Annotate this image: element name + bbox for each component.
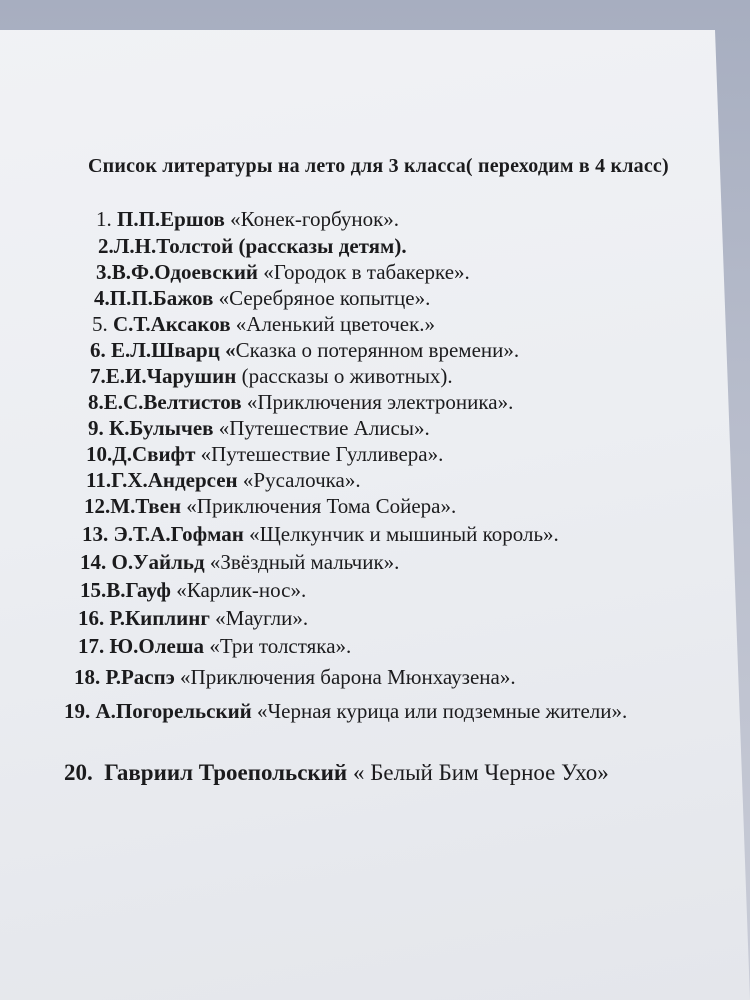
list-item xyxy=(88,415,430,441)
list-item xyxy=(86,441,443,467)
item-number: 7. xyxy=(90,364,106,388)
item-work: «Аленький цветочек.» xyxy=(235,312,436,336)
item-work: «Щелкунчик и мышиный король». xyxy=(249,522,559,546)
item-work: Сказка о потерянном времени». xyxy=(235,338,520,362)
list-item xyxy=(88,389,513,415)
list-item xyxy=(92,311,435,337)
item-author: Ю.Олеша xyxy=(109,634,205,658)
item-number: 16. xyxy=(78,606,105,630)
list-item xyxy=(74,664,516,690)
list-item xyxy=(96,259,470,285)
list-item xyxy=(78,633,351,659)
list-item xyxy=(64,696,654,726)
list-item xyxy=(84,493,456,519)
item-author: К.Булычев xyxy=(109,416,214,440)
item-number: 5. xyxy=(92,312,108,336)
item-author: М.Твен xyxy=(110,494,182,518)
item-author: Л.Н.Толстой (рассказы детям). xyxy=(113,234,407,258)
item-number: 1. xyxy=(96,207,112,231)
item-author: Е.Л.Шварц « xyxy=(111,338,236,362)
item-author: Д.Свифт xyxy=(112,442,196,466)
item-number: 15. xyxy=(80,578,107,602)
item-number: 13. xyxy=(82,522,109,546)
item-number: 10. xyxy=(86,442,113,466)
item-author: А.Погорельский xyxy=(95,699,252,723)
list-item xyxy=(78,605,308,631)
item-number: 20. xyxy=(64,760,93,785)
item-author: Гавриил Троепольский xyxy=(104,760,348,785)
item-work: «Маугли». xyxy=(215,606,309,630)
item-author: Е.И.Чарушин xyxy=(105,364,237,388)
list-item xyxy=(64,760,609,786)
list-item xyxy=(94,285,430,311)
item-work: «Конек-горбунок». xyxy=(230,207,400,231)
list-item xyxy=(98,233,407,259)
document-title: Список литературы на лето для 3 класса( переходим в 4 класс) xyxy=(88,155,669,177)
item-author: П.П.Ершов xyxy=(117,207,225,231)
item-work: «Приключения электроника». xyxy=(246,390,514,414)
item-number: 3. xyxy=(96,260,112,284)
item-number: 8. xyxy=(88,390,104,414)
item-number: 19. xyxy=(64,699,91,723)
list-item xyxy=(80,549,399,575)
item-author: Е.С.Велтистов xyxy=(103,390,242,414)
item-author: Р.Киплинг xyxy=(109,606,210,630)
item-work: «Русалочка». xyxy=(242,468,361,492)
item-work: «Звёздный мальчик». xyxy=(209,550,400,574)
list-item xyxy=(90,363,453,389)
item-author: Г.Х.Андерсен xyxy=(111,468,238,492)
item-work: «Серебряное копытце». xyxy=(218,286,431,310)
item-number: 14. xyxy=(80,550,107,574)
list-item xyxy=(96,206,399,232)
item-author: В.Ф.Одоевский xyxy=(111,260,259,284)
item-number: 9. xyxy=(88,416,104,440)
item-author: Э.Т.А.Гофман xyxy=(113,522,244,546)
item-number: 4. xyxy=(94,286,110,310)
item-work: «Три толстяка». xyxy=(209,634,352,658)
list-item xyxy=(86,467,361,493)
item-author: Р.Распэ xyxy=(105,665,175,689)
item-author: В.Гауф xyxy=(106,578,171,602)
item-work: «Приключения Тома Сойера». xyxy=(186,494,457,518)
item-number: 18. xyxy=(74,665,101,689)
item-number: 17. xyxy=(78,634,105,658)
item-author: О.Уайльд xyxy=(111,550,205,574)
item-work: «Черная курица или подземные жители». xyxy=(257,699,628,723)
item-number: 6. xyxy=(90,338,106,362)
item-work: «Городок в табакерке». xyxy=(263,260,470,284)
item-work: «Карлик-нос». xyxy=(176,578,307,602)
item-number: 12. xyxy=(84,494,111,518)
item-number: 2. xyxy=(98,234,114,258)
list-item xyxy=(82,521,559,547)
item-author: С.Т.Аксаков xyxy=(113,312,231,336)
item-work: «Путешествие Алисы». xyxy=(218,416,430,440)
item-work: «Путешествие Гулливера». xyxy=(200,442,444,466)
list-item xyxy=(80,577,306,603)
item-work: (рассказы о животных). xyxy=(241,364,453,388)
item-work: « Белый Бим Черное Ухо» xyxy=(352,760,609,785)
list-item xyxy=(90,337,519,363)
item-number: 11. xyxy=(86,468,112,492)
item-author: П.П.Бажов xyxy=(109,286,214,310)
item-work: «Приключения барона Мюнхаузена». xyxy=(180,665,516,689)
